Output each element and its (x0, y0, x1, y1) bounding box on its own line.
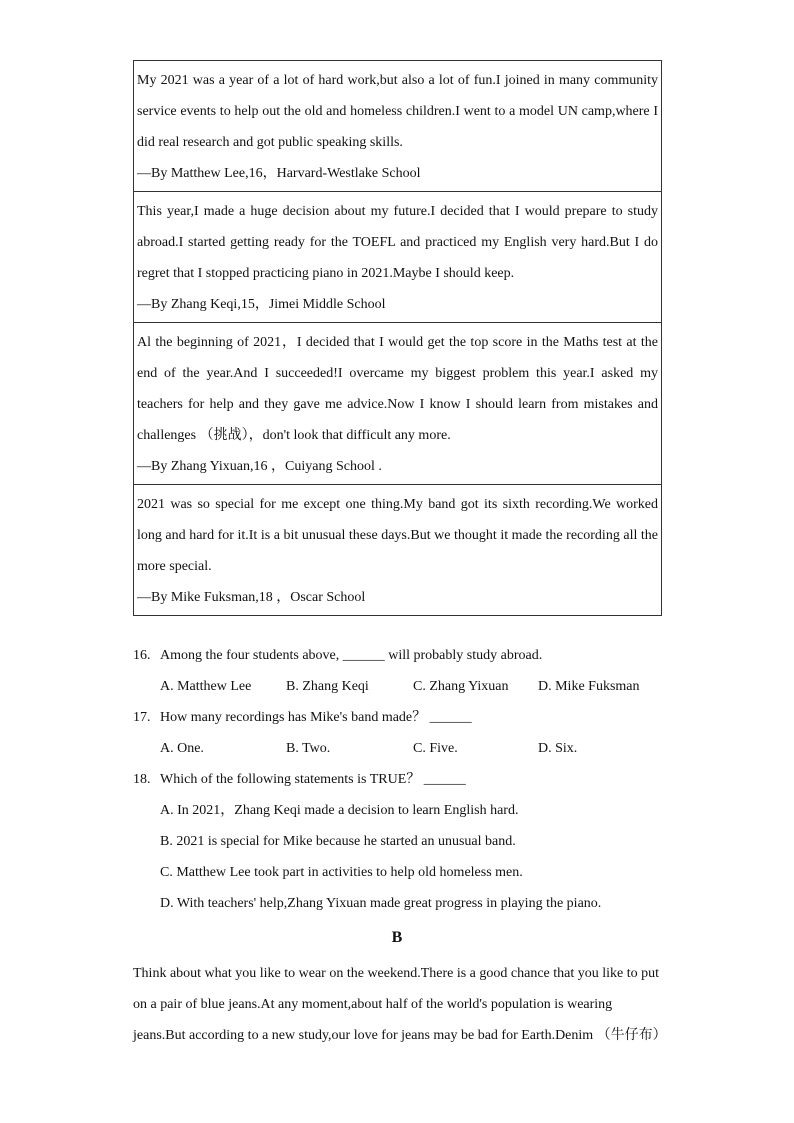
question-18 (133, 764, 673, 795)
passage-cell (134, 192, 662, 323)
passage-cell (134, 485, 662, 616)
option-b[interactable]: B. Zhang Keqi (286, 679, 369, 694)
option-d[interactable]: D. Six. (538, 741, 578, 756)
passage-signature: —By Zhang Yixuan,16 ，Cuiyang School . (137, 459, 382, 474)
option-c[interactable]: C. Five. (413, 741, 458, 756)
passage-cell (134, 61, 662, 192)
option-b[interactable]: B. Two. (286, 741, 331, 756)
question-stem: Among the four students above, ______ will probably study abroad. (160, 648, 543, 663)
paragraph-line: Think about what you like to wear on the weekend.There is a good chance that you like to put (133, 966, 660, 981)
passage-row (134, 485, 662, 616)
option-a[interactable]: A. Matthew Lee (160, 679, 252, 694)
option-d[interactable]: D. With teachers' help,Zhang Yixuan made great progress in playing the piano. (160, 896, 602, 911)
question-stem: Which of the following statements is TRUE？ ______ (160, 772, 466, 787)
question-stem: How many recordings has Mike's band made？ ______ (160, 710, 472, 725)
section-heading: B (391, 929, 403, 946)
passage-text: This year,I made a huge decision about my future.I decided that I would prepare to study abroad.I started getting ready for the TOEFL and practiced my English very hard.But I do regret that I stopped practicing piano in 2021.Maybe I should keep. (137, 204, 658, 281)
option-d[interactable]: D. Mike Fuksman (538, 679, 640, 694)
passage-row (134, 61, 662, 192)
paragraph-line: on a pair of blue jeans.At any moment,about half of the world's population is wearing (133, 997, 613, 1012)
option-c[interactable]: C. Zhang Yixuan (413, 679, 509, 694)
options-row (133, 671, 673, 702)
passage-text: 2021 was so special for me except one thing.My band got its sixth recording.We worked long and hard for it.It is a bit unusual these days.But we thought it made the recording all the more special. (137, 497, 658, 574)
option-a[interactable]: A. In 2021，Zhang Keqi made a decision to learn English hard. (160, 803, 519, 818)
section-b-paragraph (133, 958, 671, 1051)
option-a[interactable]: A. One. (160, 741, 204, 756)
passage-text: Al the beginning of 2021，I decided that I would get the top score in the Maths test at the end of the year.And I succeeded!I overcame my biggest problem this year.I asked my teachers for help and they gave me advice.Now I know I should learn from mistakes and challenges （挑战），don't look that difficult any more. (137, 335, 658, 443)
question-17 (133, 702, 673, 733)
question-number: 16. (133, 648, 151, 663)
options-row (133, 733, 673, 764)
passage-row (134, 323, 662, 485)
passage-signature: —By Matthew Lee,16，Harvard-Westlake School (137, 166, 421, 181)
option-b[interactable]: B. 2021 is special for Mike because he started an unusual band. (160, 834, 516, 849)
question-16 (133, 640, 673, 671)
paragraph-line: jeans.But according to a new study,our love for jeans may be bad for Earth.Denim （牛仔布） (133, 1028, 667, 1043)
passages-table (133, 60, 662, 616)
passage-signature: —By Mike Fuksman,18 ，Oscar School (137, 590, 366, 605)
passage-text: My 2021 was a year of a lot of hard work,but also a lot of fun.I joined in many community service events to help out the old and homeless children.I went to a model UN camp,where I did real research and got public speaking skills. (137, 73, 658, 150)
passage-cell (134, 323, 662, 485)
questions-section (133, 640, 673, 919)
question-number: 18. (133, 772, 151, 787)
option-c[interactable]: C. Matthew Lee took part in activities to help old homeless men. (160, 865, 523, 880)
question-number: 17. (133, 710, 151, 725)
passage-row (134, 192, 662, 323)
passage-signature: —By Zhang Keqi,15，Jimei Middle School (137, 297, 386, 312)
